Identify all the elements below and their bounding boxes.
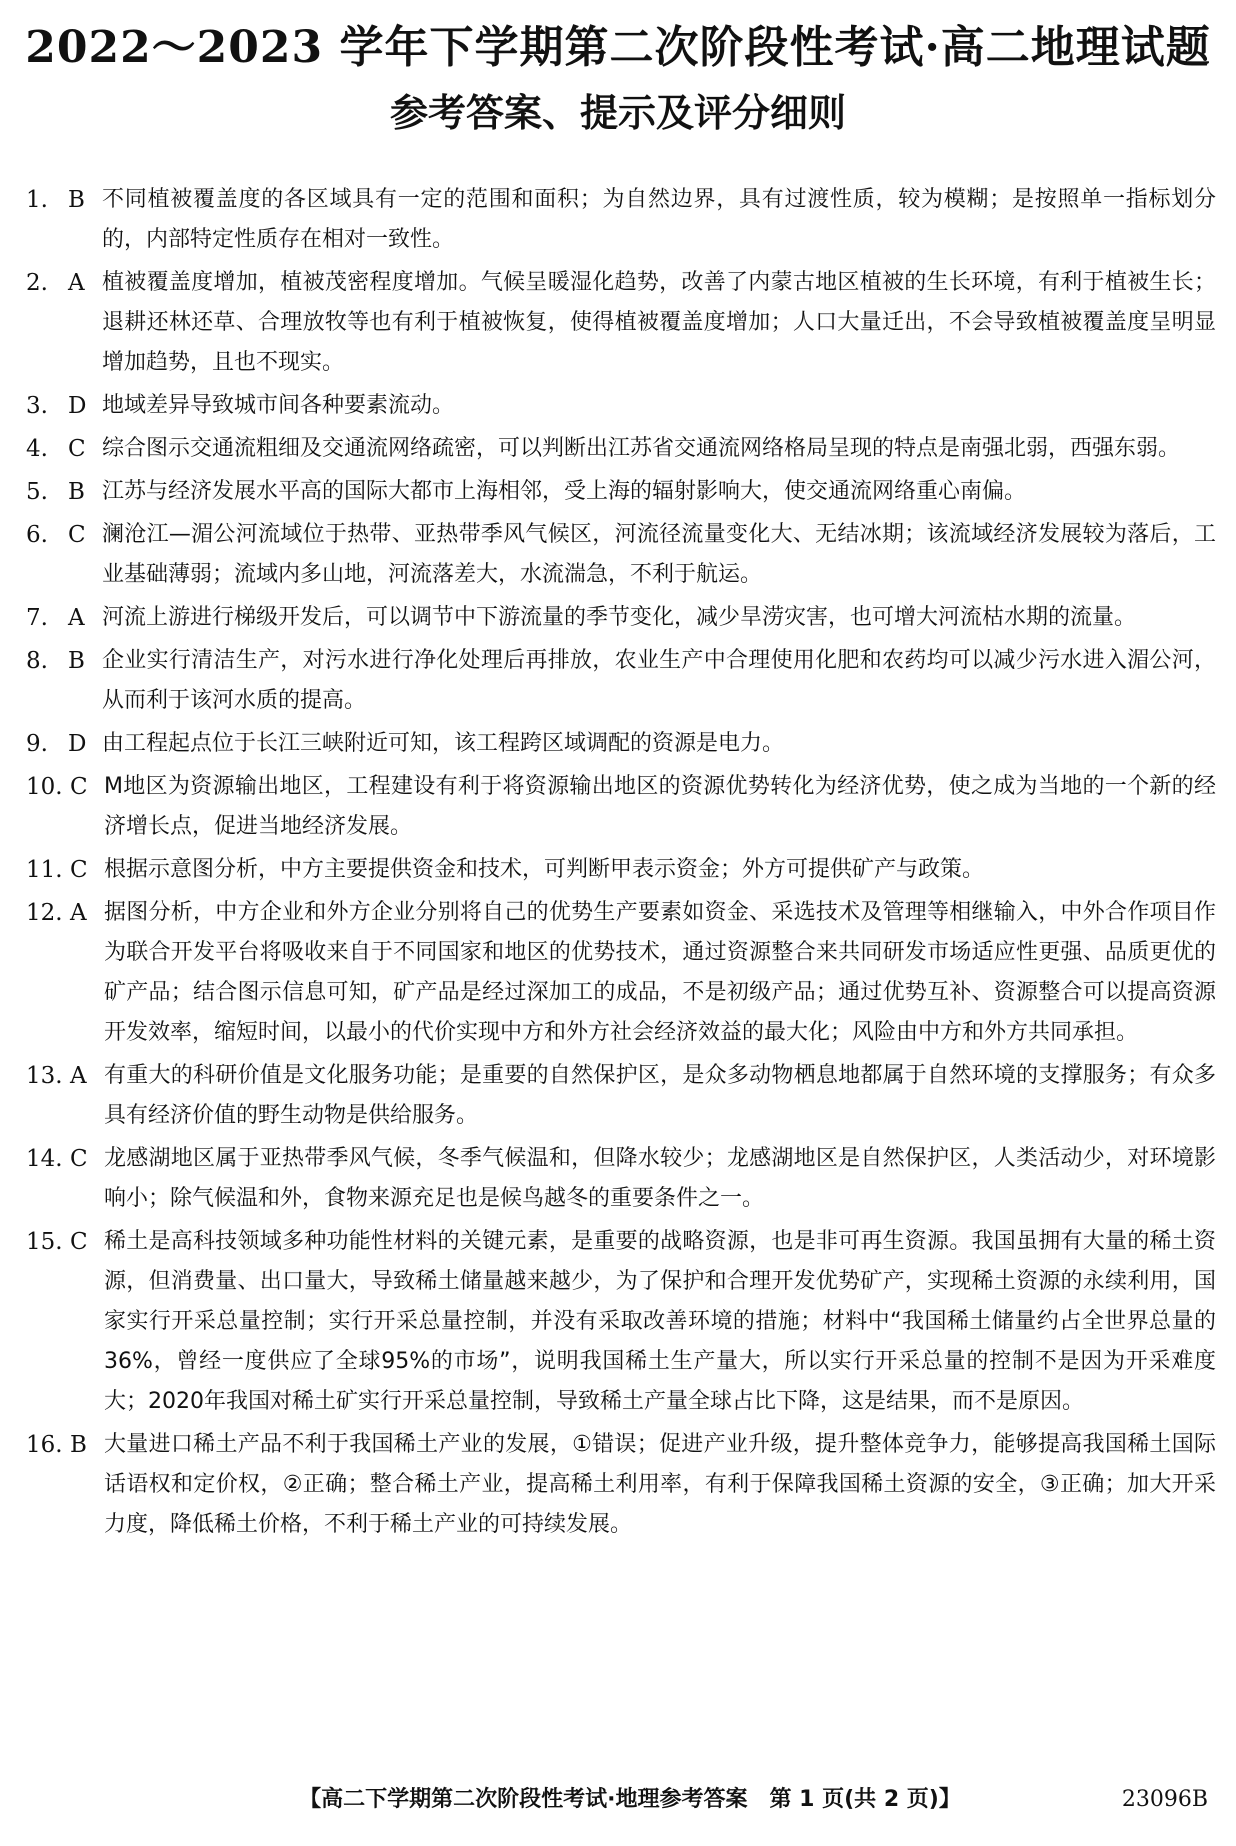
answer-explanation: 综合图示交通流粗细及交通流网络疏密，可以判断出江苏省交通流网络格局呈现的特点是南强北弱，西强东弱。 — [102, 436, 1181, 461]
answer-letter: C — [70, 857, 88, 883]
question-number: 4. — [26, 436, 48, 462]
page-subtitle: 参考答案、提示及评分细则 — [389, 91, 846, 135]
answer-explanation: 江苏与经济发展水平高的国际大都市上海相邻，受上海的辐射影响大，使交通流网络重心南偏。 — [102, 479, 1027, 504]
answer-letter: A — [68, 270, 85, 296]
answer-item — [26, 893, 1216, 1053]
answer-item — [26, 1425, 1216, 1545]
answer-explanation: 龙感湖地区属于亚热带季风气候，冬季气候温和，但降水较少；龙感湖地区是自然保护区，人类活动少，对环境影响小；除气候温和外，食物来源充足也是候鸟越冬的重要条件之一。 — [104, 1146, 1216, 1211]
answer-letter: D — [68, 731, 87, 757]
footer-label: 【高二下学期第二次阶段性考试·地理参考答案 第 1 页(共 2 页)】 — [299, 1787, 961, 1812]
question-number: 13. — [26, 1063, 63, 1089]
answer-explanation: 稀土是高科技领域多种功能性材料的关键元素，是重要的战略资源，也是非可再生资源。我国虽拥有大量的稀土资源，但消费量、出口量大，导致稀土储量越来越少，为了保护和合理开发优势矿产，实现稀土资源的永续利用，国家实行开采总量控制；实行开采总量控制，并没有采取改善环境的措施；材料中“我国稀土储量约占全世界总量的36%，曾经一度供应了全球95%的市场”，说明我国稀土生产量大，所以实行开采总量的控制不是因为开采难度大；2020年我国对稀土矿实行开采总量控制，导致稀土产量全球占比下降，这是结果，而不是原因。 — [104, 1229, 1216, 1414]
question-number: 7. — [26, 605, 48, 631]
answer-letter: A — [70, 1063, 87, 1089]
question-number: 12. — [26, 900, 63, 926]
page-title: 2022～2023 学年下学期第二次阶段性考试·高二地理试题 — [25, 22, 1211, 73]
question-number: 1. — [26, 187, 48, 213]
footer-code: 23096B — [1121, 1787, 1208, 1812]
answer-letter: B — [68, 187, 85, 213]
answer-item — [26, 1222, 1216, 1422]
answer-item — [26, 263, 1216, 383]
question-number: 16. — [26, 1432, 63, 1458]
question-number: 15. — [26, 1229, 63, 1255]
answer-letter: C — [68, 522, 86, 548]
question-number: 14. — [26, 1146, 63, 1172]
answer-item — [26, 386, 1216, 426]
answer-explanation: M地区为资源输出地区，工程建设有利于将资源输出地区的资源优势转化为经济优势，使之成为当地的一个新的经济增长点，促进当地经济发展。 — [104, 774, 1216, 839]
answer-item — [26, 515, 1216, 595]
question-number: 6. — [26, 522, 48, 548]
answer-letter: B — [68, 479, 85, 505]
answer-item — [26, 472, 1216, 512]
answer-explanation: 地域差异导致城市间各种要素流动。 — [102, 393, 455, 418]
answer-letter: A — [70, 900, 87, 926]
answer-explanation: 大量进口稀土产品不利于我国稀土产业的发展，①错误；促进产业升级，提升整体竞争力，能够提高我国稀土国际话语权和定价权，②正确；整合稀土产业，提高稀土利用率，有利于保障我国稀土资源的安全，③正确；加大开采力度，降低稀土价格，不利于稀土产业的可持续发展。 — [104, 1432, 1216, 1537]
answer-explanation: 有重大的科研价值是文化服务功能；是重要的自然保护区，是众多动物栖息地都属于自然环境的支撑服务；有众多具有经济价值的野生动物是供给服务。 — [104, 1063, 1216, 1128]
answer-item — [26, 724, 1216, 764]
answer-letter: A — [68, 605, 85, 631]
question-number: 5. — [26, 479, 48, 505]
answer-letter: B — [68, 648, 85, 674]
answer-explanation: 企业实行清洁生产，对污水进行净化处理后再排放，农业生产中合理使用化肥和农药均可以减少污水进入湄公河，从而利于该河水质的提高。 — [102, 648, 1216, 713]
answer-item — [26, 1056, 1216, 1136]
question-number: 11. — [26, 857, 63, 883]
answer-explanation: 不同植被覆盖度的各区域具有一定的范围和面积；为自然边界，具有过渡性质，较为模糊；是按照单一指标划分的，内部特定性质存在相对一致性。 — [102, 187, 1216, 252]
answer-explanation: 植被覆盖度增加，植被茂密程度增加。气候呈暖湿化趋势，改善了内蒙古地区植被的生长环境，有利于植被生长；退耕还林还草、合理放牧等也有利于植被恢复，使得植被覆盖度增加；人口大量迁出，不会导致植被覆盖度呈明显增加趋势，且也不现实。 — [102, 270, 1216, 375]
answer-item — [26, 180, 1216, 260]
answer-explanation: 据图分析，中方企业和外方企业分别将自己的优势生产要素如资金、采选技术及管理等相继输入，中外合作项目作为联合开发平台将吸收来自于不同国家和地区的优势技术，通过资源整合来共同研发市场适应性更强、品质更优的矿产品；结合图示信息可知，矿产品是经过深加工的成品，不是初级产品；通过优势互补、资源整合可以提高资源开发效率，缩短时间，以最小的代价实现中方和外方社会经济效益的最大化；风险由中方和外方共同承担。 — [104, 900, 1216, 1045]
question-number: 2. — [26, 270, 48, 296]
answer-explanation: 由工程起点位于长江三峡附近可知，该工程跨区域调配的资源是电力。 — [102, 731, 785, 756]
answer-letter: C — [70, 1229, 88, 1255]
answer-item — [26, 850, 1216, 890]
answer-item — [26, 1139, 1216, 1219]
answer-item — [26, 429, 1216, 469]
answer-item — [26, 641, 1216, 721]
page-footer — [0, 1780, 1236, 1820]
answer-letter: C — [70, 1146, 88, 1172]
answer-explanation: 河流上游进行梯级开发后，可以调节中下游流量的季节变化，减少旱涝灾害，也可增大河流枯水期的流量。 — [102, 605, 1137, 630]
answer-explanation: 澜沧江—湄公河流域位于热带、亚热带季风气候区，河流径流量变化大、无结冰期；该流域经济发展较为落后，工业基础薄弱；流域内多山地，河流落差大，水流湍急，不利于航运。 — [102, 522, 1216, 587]
answer-letter: C — [70, 774, 88, 800]
question-number: 8. — [26, 648, 48, 674]
answer-item — [26, 767, 1216, 847]
answer-list — [26, 180, 1216, 1548]
question-number: 10. — [26, 774, 63, 800]
question-number: 9. — [26, 731, 48, 757]
answer-letter: C — [68, 436, 86, 462]
answer-letter: B — [70, 1432, 87, 1458]
answer-explanation: 根据示意图分析，中方主要提供资金和技术，可判断甲表示资金；外方可提供矿产与政策。 — [104, 857, 985, 882]
answer-letter: D — [68, 393, 87, 419]
question-number: 3. — [26, 393, 48, 419]
answer-item — [26, 598, 1216, 638]
